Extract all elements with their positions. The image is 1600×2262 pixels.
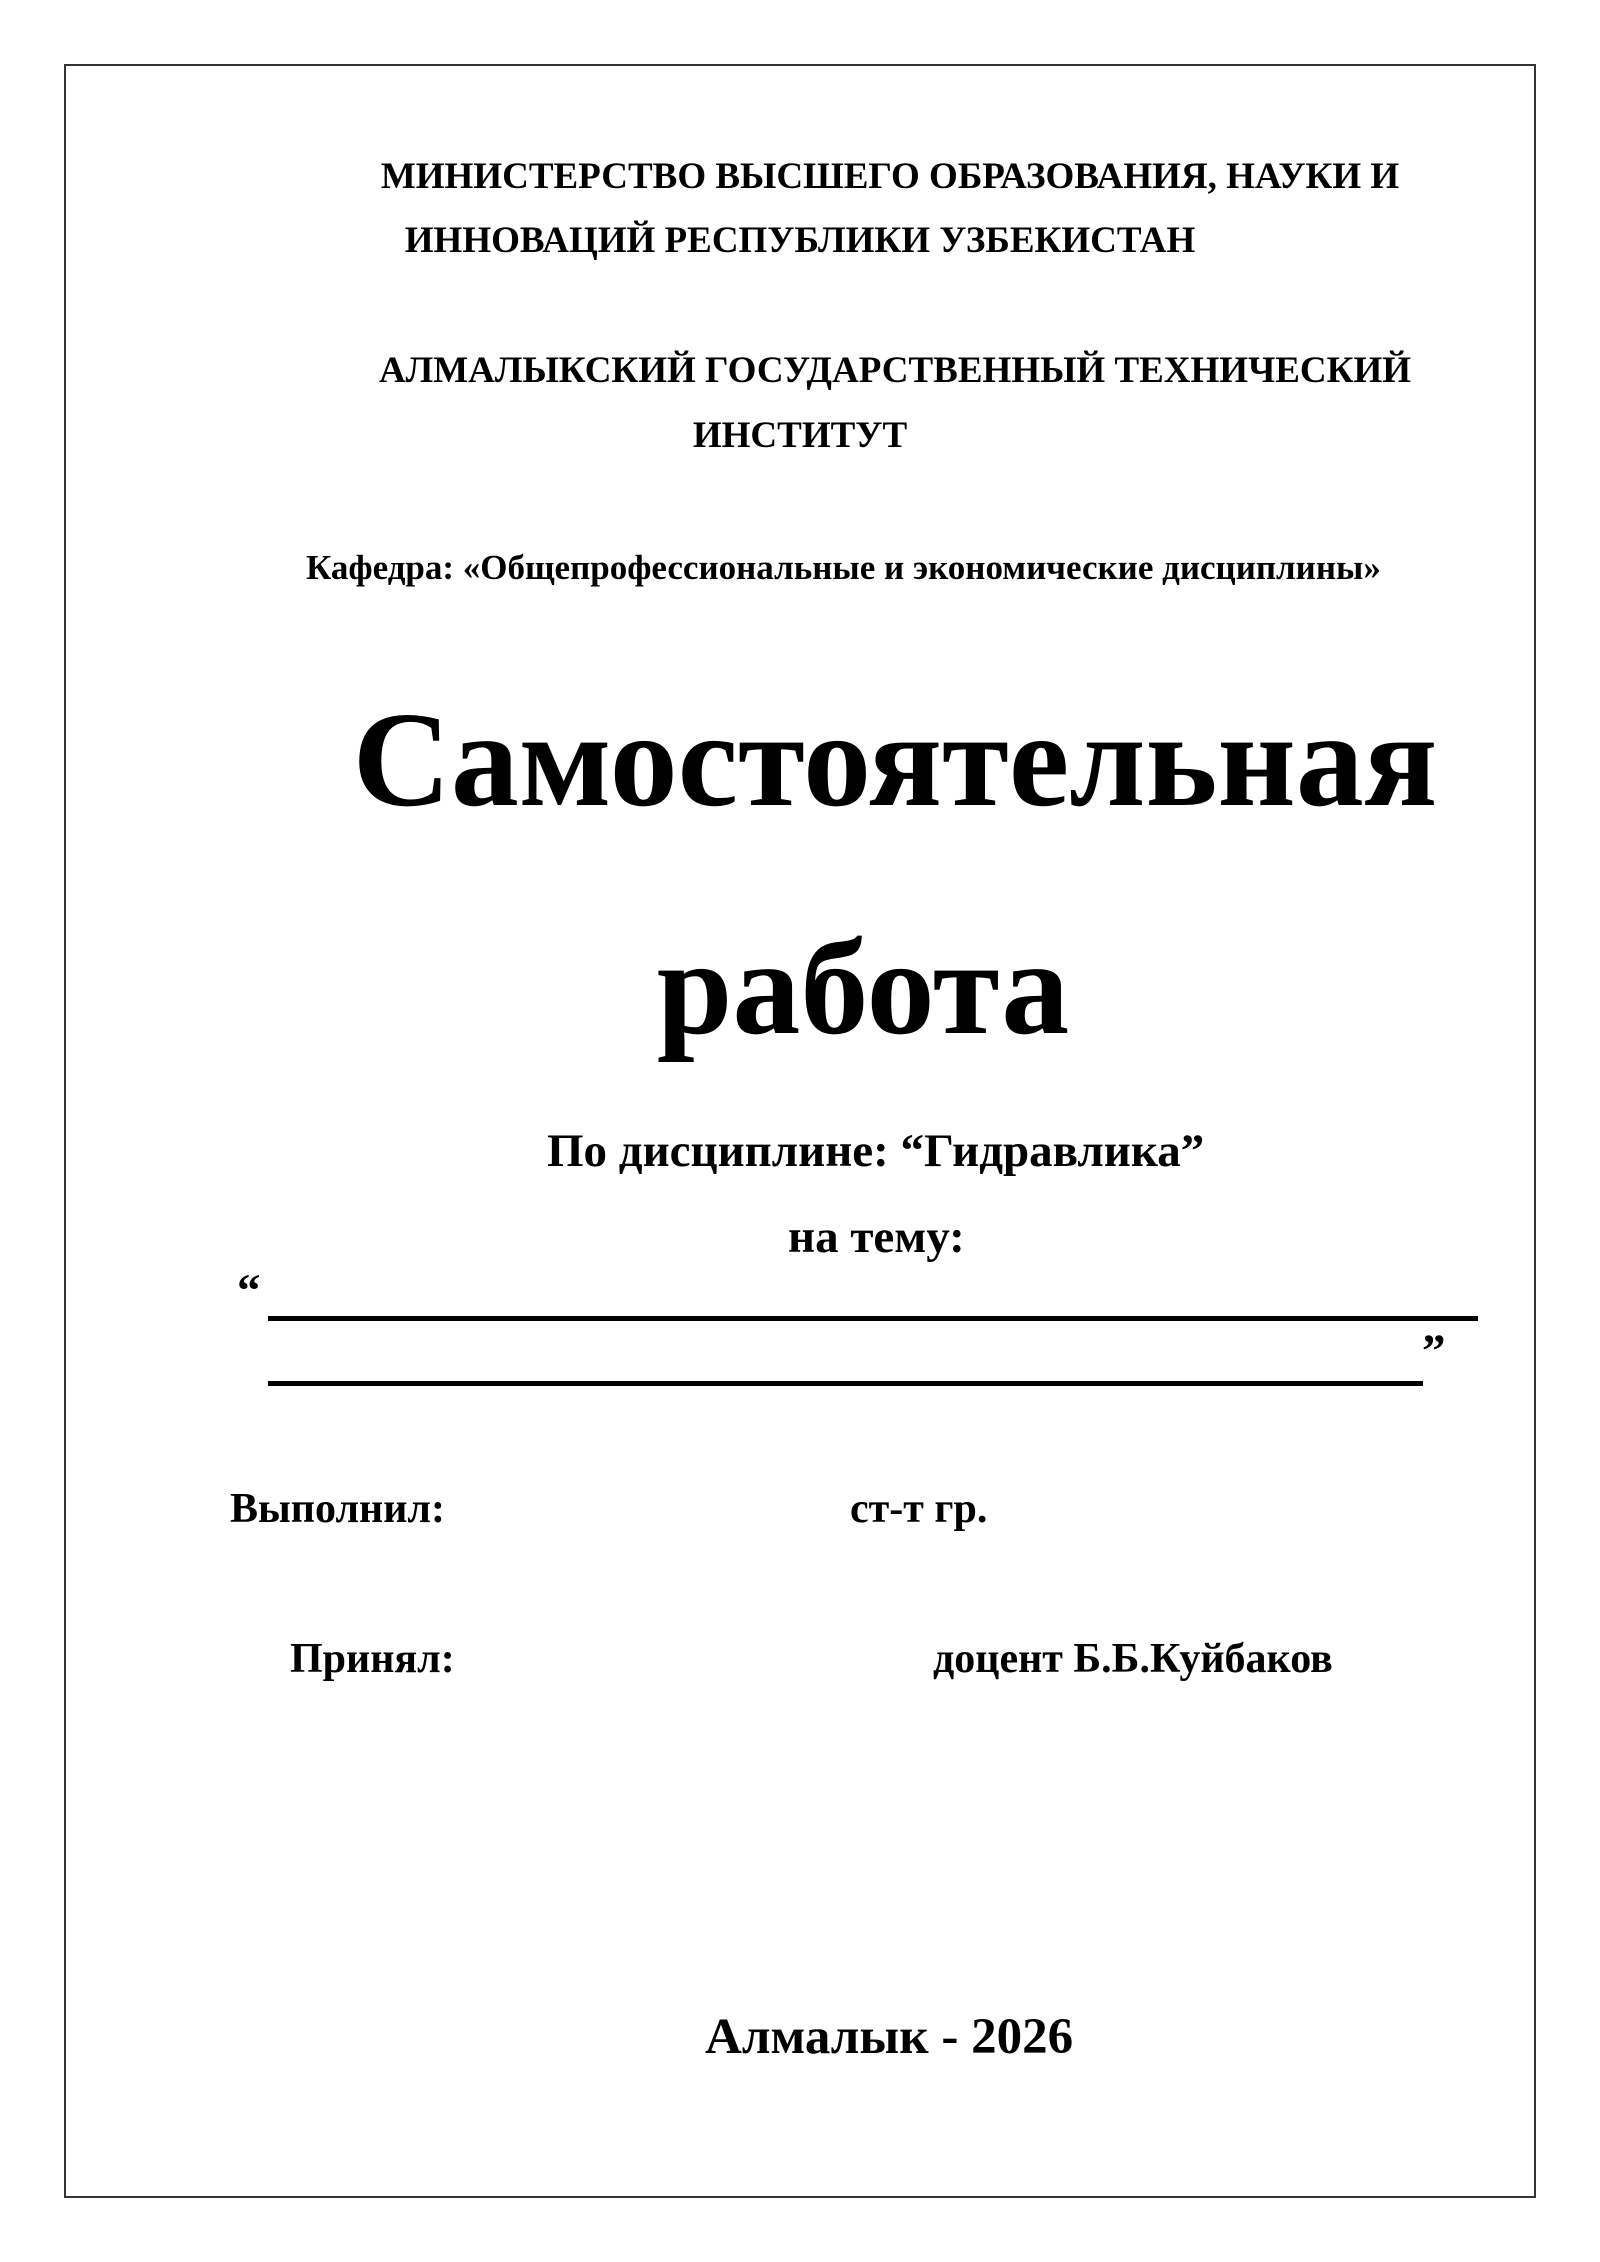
topic-underline-1 [268, 1316, 1478, 1321]
topic-open-quote: “ [237, 1265, 261, 1317]
ministry-line-1: МИНИСТЕРСТВО ВЫСШЕГО ОБРАЗОВАНИЯ, НАУКИ И [380, 156, 1400, 197]
title-line-2: работа [656, 913, 1070, 1063]
title-line-1: Самостоятельная [352, 685, 1438, 835]
institute-line-2: ИНСТИТУТ [692, 415, 908, 456]
department-line: Кафедра: «Общепрофессиональные и экономические дисциплины» [306, 548, 1381, 587]
institute-line-1: АЛМАЛЫКСКИЙ ГОСУДАРСТВЕННЫЙ ТЕХНИЧЕСКИЙ [378, 350, 1412, 391]
topic-label: на тему: [788, 1211, 965, 1263]
done-by-value: ст-т гр. [850, 1486, 988, 1532]
done-by-label: Выполнил: [230, 1486, 445, 1532]
discipline-line: По дисциплине: “Гидравлика” [547, 1125, 1205, 1177]
topic-close-quote: ” [1422, 1325, 1446, 1377]
topic-underline-2 [268, 1381, 1423, 1386]
ministry-line-2: ИННОВАЦИЙ РЕСПУБЛИКИ УЗБЕКИСТАН [404, 220, 1196, 261]
city-year: Алмалык - 2026 [705, 2009, 1074, 2065]
accepted-by-label: Принял: [290, 1636, 455, 1682]
accepted-by-value: доцент Б.Б.Куйбаков [933, 1636, 1333, 1682]
